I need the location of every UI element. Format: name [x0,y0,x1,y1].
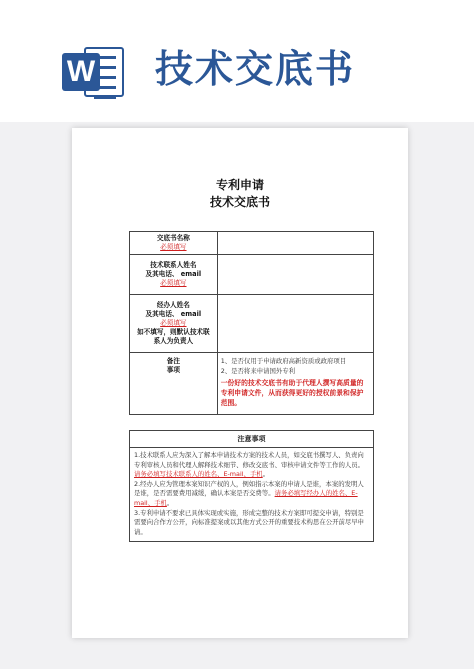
remark-note-2: 2、是否将来申请国外专利 [220,367,296,375]
tech-contact-value-cell[interactable] [217,255,373,295]
notice-paragraph-3: 3.专利申请不要求已具体实现或实施，形成完整的技术方案即可提交申请，特别是需要向合作方公开，向标准提案或以其他方式公开的重要技术构思在公开前尽早申请。 [134,508,365,536]
row-label-cell [130,353,218,415]
doc-title-line-2: 技术交底书 [209,195,270,209]
table-row [130,255,374,295]
header-title: 技术交底书 [155,47,356,91]
notice-body [130,448,373,541]
required-mark: 必须填写 [160,243,187,251]
table-row [130,232,374,255]
header-banner [0,0,474,128]
row-label-2: 及其电话、 email [145,270,202,278]
row-label-cell [130,295,218,353]
row-label-2: 及其电话、 email [145,310,202,318]
document-page [72,128,408,638]
notice-paragraph-2 [134,480,369,509]
required-mark: 必须填写 [160,279,187,287]
row-label: 技术联系人姓名 [150,261,197,269]
notice-paragraph-1 [134,451,369,480]
row-label-cell [130,255,218,295]
disclosure-form-table [129,231,374,415]
row-label: 备注 [166,357,180,365]
notice-p2-text: 2.经办人应为管理本案知识产权的人，例如指示本案的申请人是谁，本案的发明人是谁，是否需要费用减缓，确认本案是否交费等。 [134,479,364,498]
notice-title: 注意事项 [130,431,373,448]
table-row [130,295,374,353]
doc-title-line-1: 专利申请 [215,178,264,192]
notice-p2-required: 请务必填写经办人的姓名、E-mail、手机 [134,489,358,507]
remarks-value-cell[interactable] [217,353,373,415]
notice-box [129,430,374,542]
default-note-2: 系人为负责人 [153,337,194,345]
default-note-1: 如不填写，则默认技术联 [137,328,210,336]
handler-value-cell[interactable] [217,295,373,353]
notice-p1-end: 。 [262,470,270,479]
notice-p1-required: 请务必填写技术联系人的姓名、E-mail、手机 [134,470,263,479]
row-label-cell [130,232,218,255]
table-row [130,353,374,415]
notice-p1-text: 1.技术联系人应为深入了解本申请技术方案的技术人员，如交底书撰写人、负责向专利审核人员和代理人解释技术细节、修改交底书、审核申请文件等工作的人员。 [134,451,365,469]
name-value-cell[interactable] [217,232,373,255]
word-icon [62,43,126,101]
required-mark: 必须填写 [160,319,187,327]
row-label: 经办人姓名 [156,301,190,309]
remark-note-1: 1、是否仅用于申请政府高新资质或政府项目 [220,357,347,365]
word-badge: W [62,53,100,91]
row-label: 交底书名称 [156,234,190,242]
quality-hint: 一份好的技术交底书有助于代理人撰写高质量的专利申请文件，从而获得更好的授权前景和保护范围。 [220,379,364,407]
notice-p2-end: 。 [166,498,174,507]
row-label-2: 事项 [166,366,180,374]
